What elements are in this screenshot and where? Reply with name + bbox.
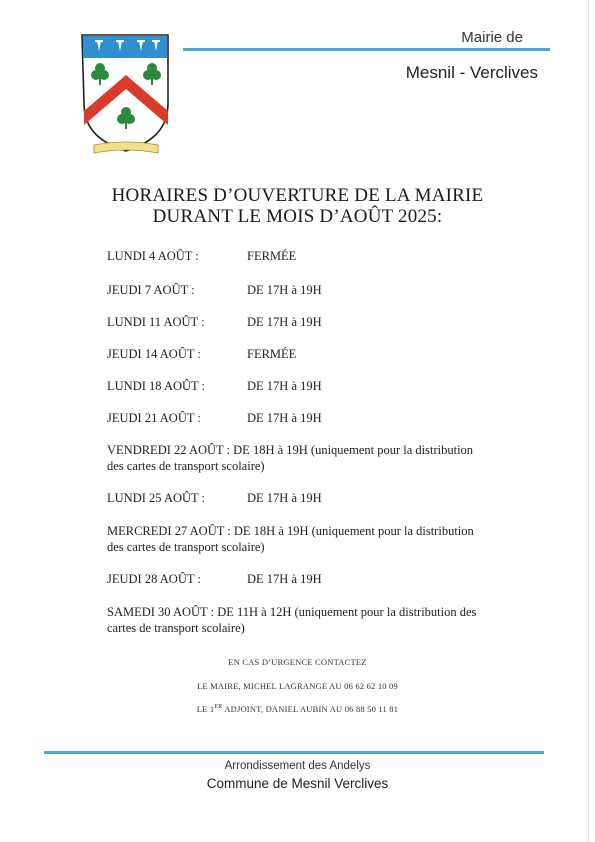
schedule-row	[107, 491, 487, 506]
emergency-heading: EN CAS D’URGENCE CONTACTEZ	[228, 657, 367, 667]
schedule-row	[107, 523, 487, 555]
schedule-hours: DE 17H à 19H	[247, 379, 322, 393]
schedule-day: JEUDI 14 AOÛT :	[107, 347, 201, 361]
schedule-row	[107, 572, 487, 587]
schedule-day: LUNDI 25 AOÛT :	[107, 491, 206, 505]
schedule-row	[107, 347, 487, 362]
schedule-day: LUNDI 18 AOÛT :	[107, 379, 206, 393]
emergency-adjoint-contact	[0, 704, 595, 714]
schedule-row	[107, 411, 487, 426]
schedule-hours: FERMÉE	[247, 347, 297, 361]
schedule-hours: DE 17H à 19H	[247, 411, 322, 425]
schedule-day: JEUDI 7 AOÛT :	[107, 283, 195, 297]
adjoint-prefix: LE 1	[196, 704, 215, 714]
schedule-day: SAMEDI 30 AOÛT :	[107, 605, 215, 619]
header-mairie-label: Mairie de	[461, 29, 523, 46]
schedule-row	[107, 379, 487, 394]
schedule-hours: DE 17H à 19H	[247, 283, 322, 297]
schedule-day: LUNDI 4 AOÛT :	[107, 249, 199, 263]
header-commune-name: Mesnil - Verclives	[405, 63, 538, 82]
schedule-day: JEUDI 28 AOÛT :	[107, 572, 201, 586]
footer-divider	[44, 751, 544, 754]
schedule-row	[107, 604, 487, 636]
schedule-hours: DE 18H à 19H (uniquement pour la distribution des cartes de transport scolaire)	[107, 443, 474, 473]
schedule-row	[107, 283, 487, 298]
schedule-day: MERCREDI 27 AOÛT :	[107, 524, 231, 538]
schedule-hours: DE 11H à 12H (uniquement pour la distribution des cartes de transport scolaire)	[107, 605, 477, 635]
page-edge	[588, 0, 589, 842]
schedule-day: JEUDI 21 AOÛT :	[107, 411, 201, 425]
page-title-line-1: HORAIRES D’OUVERTURE DE LA MAIRIE	[111, 185, 484, 206]
footer-arrondissement: Arrondissement des Andelys	[224, 760, 371, 772]
schedule-row	[107, 442, 487, 474]
footer-commune: Commune de Mesnil Verclives	[206, 776, 389, 791]
schedule-hours: DE 18H à 19H (uniquement pour la distribution des cartes de transport scolaire)	[107, 524, 474, 554]
schedule-day: LUNDI 11 AOÛT :	[107, 315, 205, 329]
schedule-hours: FERMÉE	[247, 249, 297, 263]
schedule-hours: DE 17H à 19H	[247, 572, 322, 586]
schedule-hours: DE 17H à 19H	[247, 315, 322, 329]
schedule-row	[107, 249, 487, 264]
adjoint-details: ADJOINT, DANIEL AUBIN AU 06 88 50 11 81	[222, 704, 399, 714]
header-divider	[183, 48, 550, 51]
page-title-line-2: DURANT LE MOIS D’AOÛT 2025:	[152, 206, 443, 227]
schedule-row	[107, 315, 487, 330]
emergency-maire-contact: LE MAIRE, MICHEL LAGRANGE AU 06 62 62 10 09	[197, 681, 398, 691]
adjoint-ordinal: ER	[214, 704, 223, 711]
coat-of-arms-icon	[80, 33, 172, 157]
schedule-hours: DE 17H à 19H	[247, 491, 322, 505]
schedule-day: VENDREDI 22 AOÛT :	[107, 443, 231, 457]
